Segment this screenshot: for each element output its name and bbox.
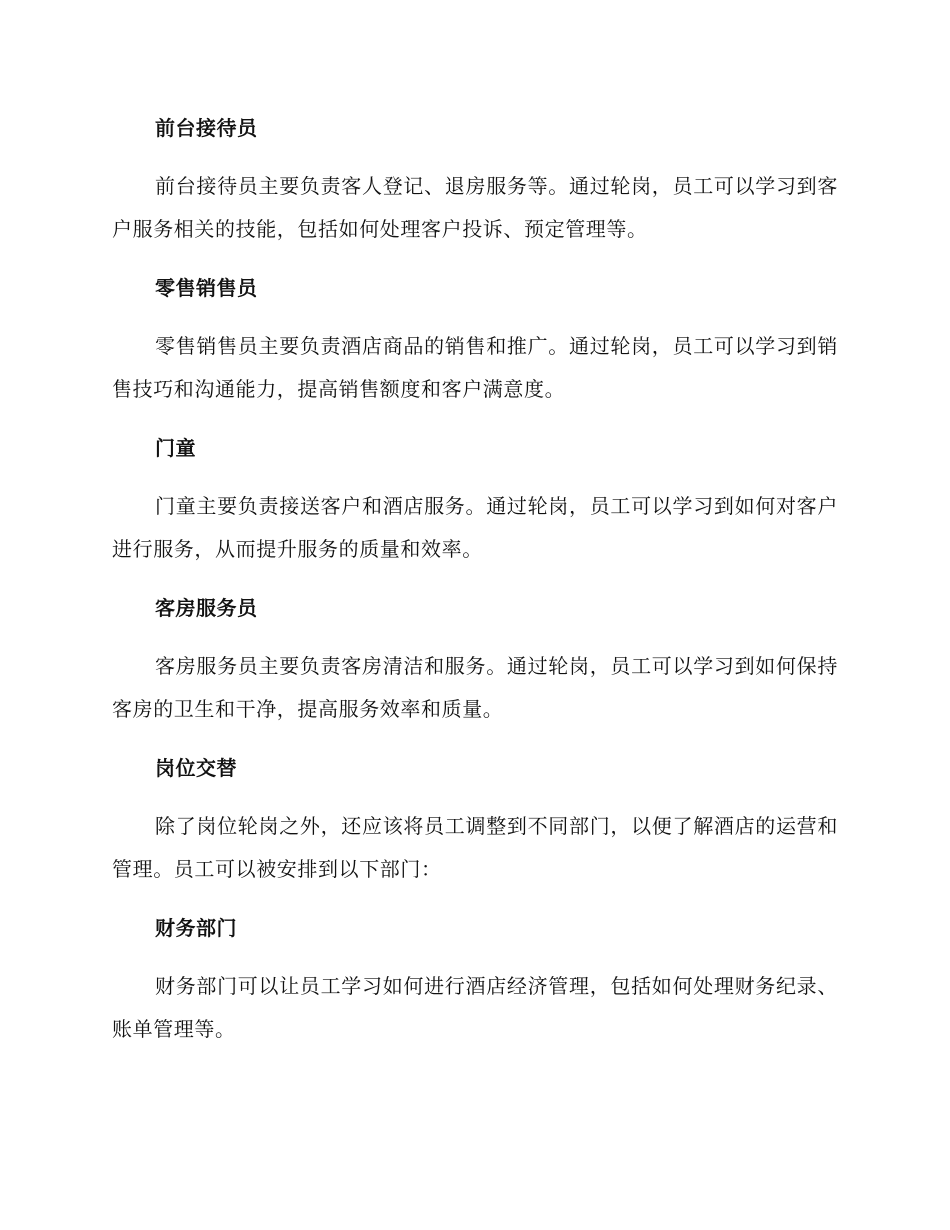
- section-doorman: [112, 432, 838, 571]
- section-paragraph: 客房服务员主要负责客房清洁和服务。通过轮岗，员工可以学习到如何保持客房的卫生和干净，提高服务效率和质量。: [112, 654, 838, 721]
- section-paragraph: 除了岗位轮岗之外，还应该将员工调整到不同部门，以便了解酒店的运营和管理。员工可以被安排到以下部门：: [112, 814, 838, 881]
- section-housekeeping: [112, 592, 838, 731]
- section-finance: [112, 912, 838, 1051]
- section-heading: 零售销售员: [155, 276, 258, 300]
- section-retail-sales: [112, 272, 838, 411]
- section-paragraph: 零售销售员主要负责酒店商品的销售和推广。通过轮岗，员工可以学习到销售技巧和沟通能力，提高销售额度和客户满意度。: [112, 334, 838, 401]
- section-job-rotation: [112, 752, 838, 891]
- section-paragraph: 财务部门可以让员工学习如何进行酒店经济管理，包括如何处理财务纪录、账单管理等。: [112, 974, 838, 1041]
- section-heading: 前台接待员: [155, 116, 258, 140]
- section-paragraph: 门童主要负责接送客户和酒店服务。通过轮岗，员工可以学习到如何对客户进行服务，从而提升服务的质量和效率。: [112, 494, 838, 561]
- section-heading: 客房服务员: [155, 596, 258, 620]
- section-heading: 门童: [155, 436, 196, 460]
- section-front-desk: [112, 112, 838, 251]
- section-heading: 岗位交替: [155, 756, 237, 780]
- section-paragraph: 前台接待员主要负责客人登记、退房服务等。通过轮岗，员工可以学习到客户服务相关的技能，包括如何处理客户投诉、预定管理等。: [112, 174, 838, 241]
- section-heading: 财务部门: [155, 916, 237, 940]
